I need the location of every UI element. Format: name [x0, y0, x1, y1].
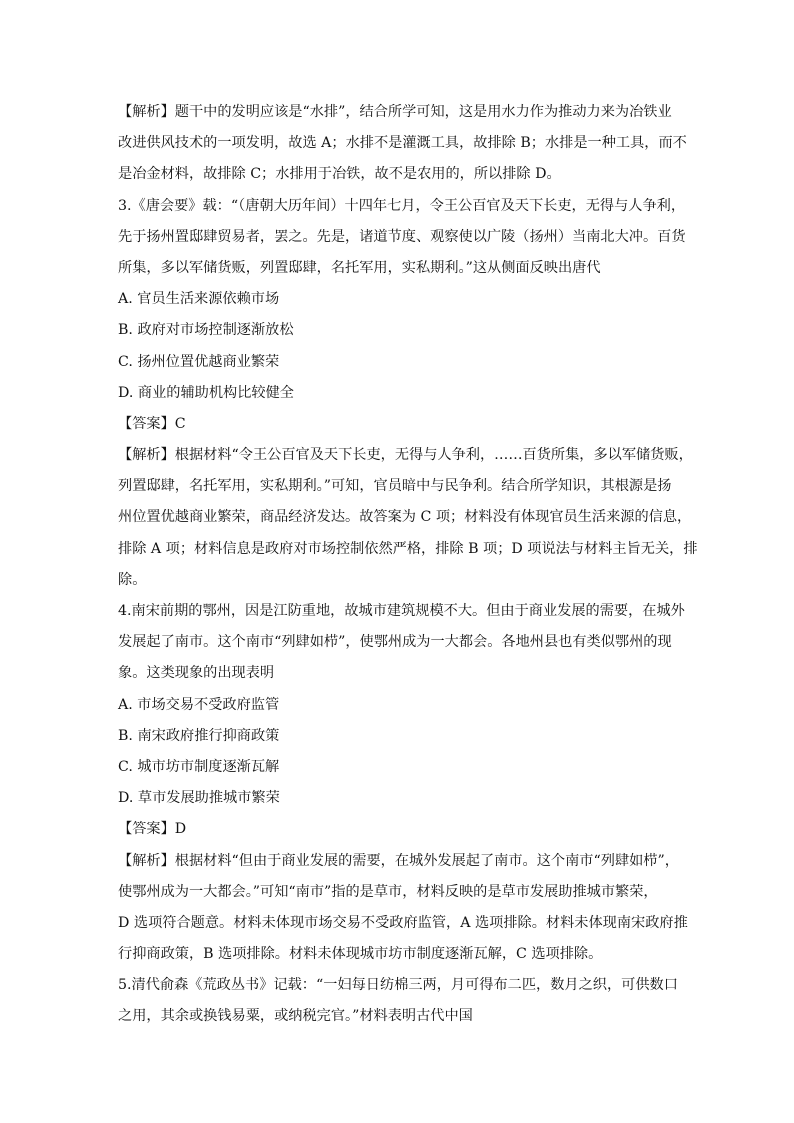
option-d: D. 草市发展助推城市繁荣 [118, 790, 280, 807]
question-stem-line: 象。这类现象的出现表明 [118, 665, 275, 682]
analysis-line: 使鄂州成为一大都会。”可知“南市”指的是草市，材料反映的是草市发展助推城市繁荣， [118, 883, 658, 900]
question-stem-line: 所集，多以军储货贩，列置邸肆，名托军用，实私期利。”这从侧面反映出唐代 [118, 259, 601, 276]
question-4 [118, 596, 688, 970]
analysis-line: 州位置优越商业繁荣，商品经济发达。故答案为 C 项；材料没有体现官员生活来源的信息， [118, 509, 692, 526]
option-b: B. 南宋政府推行抑商政策 [118, 727, 280, 744]
answer-line: 【答案】C [118, 415, 186, 432]
question-stem-line: 5.清代俞森《荒政丛书》记载：“一妇每日纺棉三两，月可得布二匹，数月之织，可供数口 [118, 977, 678, 994]
question-stem-line: 之用，其余或换钱易粟，或纳税完官。”材料表明古代中国 [118, 1008, 473, 1025]
option-d: D. 商业的辅助机构比较健全 [118, 384, 294, 401]
question-3 [118, 191, 698, 596]
answer-line: 【答案】D [118, 821, 187, 838]
option-c: C. 扬州位置优越商业繁荣 [118, 353, 280, 370]
option-a: A. 市场交易不受政府监管 [118, 696, 280, 713]
option-c: C. 城市坊市制度逐渐瓦解 [118, 758, 280, 775]
option-b: B. 政府对市场控制逐渐放松 [118, 322, 294, 339]
analysis-line: 排除 A 项；材料信息是政府对市场控制依然严格，排除 B 项；D 项说法与材料主旨无关，排 [118, 540, 698, 557]
analysis-line: 【解析】根据材料“但由于商业发展的需要，在城外发展起了南市。这个南市“列肆如栉”， [118, 852, 679, 869]
question-stem-line: 先于扬州置邸肆贸易者，罢之。先是，诸道节度、观察使以广陵（扬州）当南北大冲。百货 [118, 228, 686, 245]
q2-analysis [118, 97, 687, 191]
text-line: 改进供风技术的一项发明，故选 A；水排不是灌溉工具，故排除 B；水排是一种工具，而不 [118, 135, 687, 152]
question-5 [118, 970, 678, 1032]
question-stem-line: 3.《唐会要》载：“（唐朝大历年间）十四年七月，令王公百官及天下长吏，无得与人争利， [118, 197, 686, 214]
question-stem-line: 发展起了南市。这个南市“列肆如栉”，使鄂州成为一大都会。各地州县也有类似鄂州的现 [118, 634, 672, 651]
option-a: A. 官员生活来源依赖市场 [118, 291, 280, 308]
analysis-line: 除。 [118, 571, 147, 588]
analysis-line: 列置邸肆，名托军用，实私期利。”可知，官员暗中与民争利。结合所学知识，其根源是扬 [118, 478, 672, 495]
text-line: 是冶金材料，故排除 C；水排用于冶铁，故不是农用的，所以排除 D。 [118, 166, 561, 183]
analysis-line: 行抑商政策，B 选项排除。材料未体现城市坊市制度逐渐瓦解，C 选项排除。 [118, 946, 603, 963]
analysis-line: 【解析】根据材料“令王公百官及天下长吏，无得与人争利，……百货所集，多以军储货贩， [118, 447, 693, 464]
analysis-line: D 选项符合题意。材料未体现市场交易不受政府监管，A 选项排除。材料未体现南宋政府推 [118, 914, 688, 931]
question-stem-line: 4.南宋前期的鄂州，因是江防重地，故城市建筑规模不大。但由于商业发展的需要，在城外 [118, 603, 685, 619]
text-line: 【解析】题干中的发明应该是“水排”，结合所学可知，这是用水力作为推动力来为冶铁业 [118, 104, 672, 120]
document-body [118, 97, 698, 1033]
